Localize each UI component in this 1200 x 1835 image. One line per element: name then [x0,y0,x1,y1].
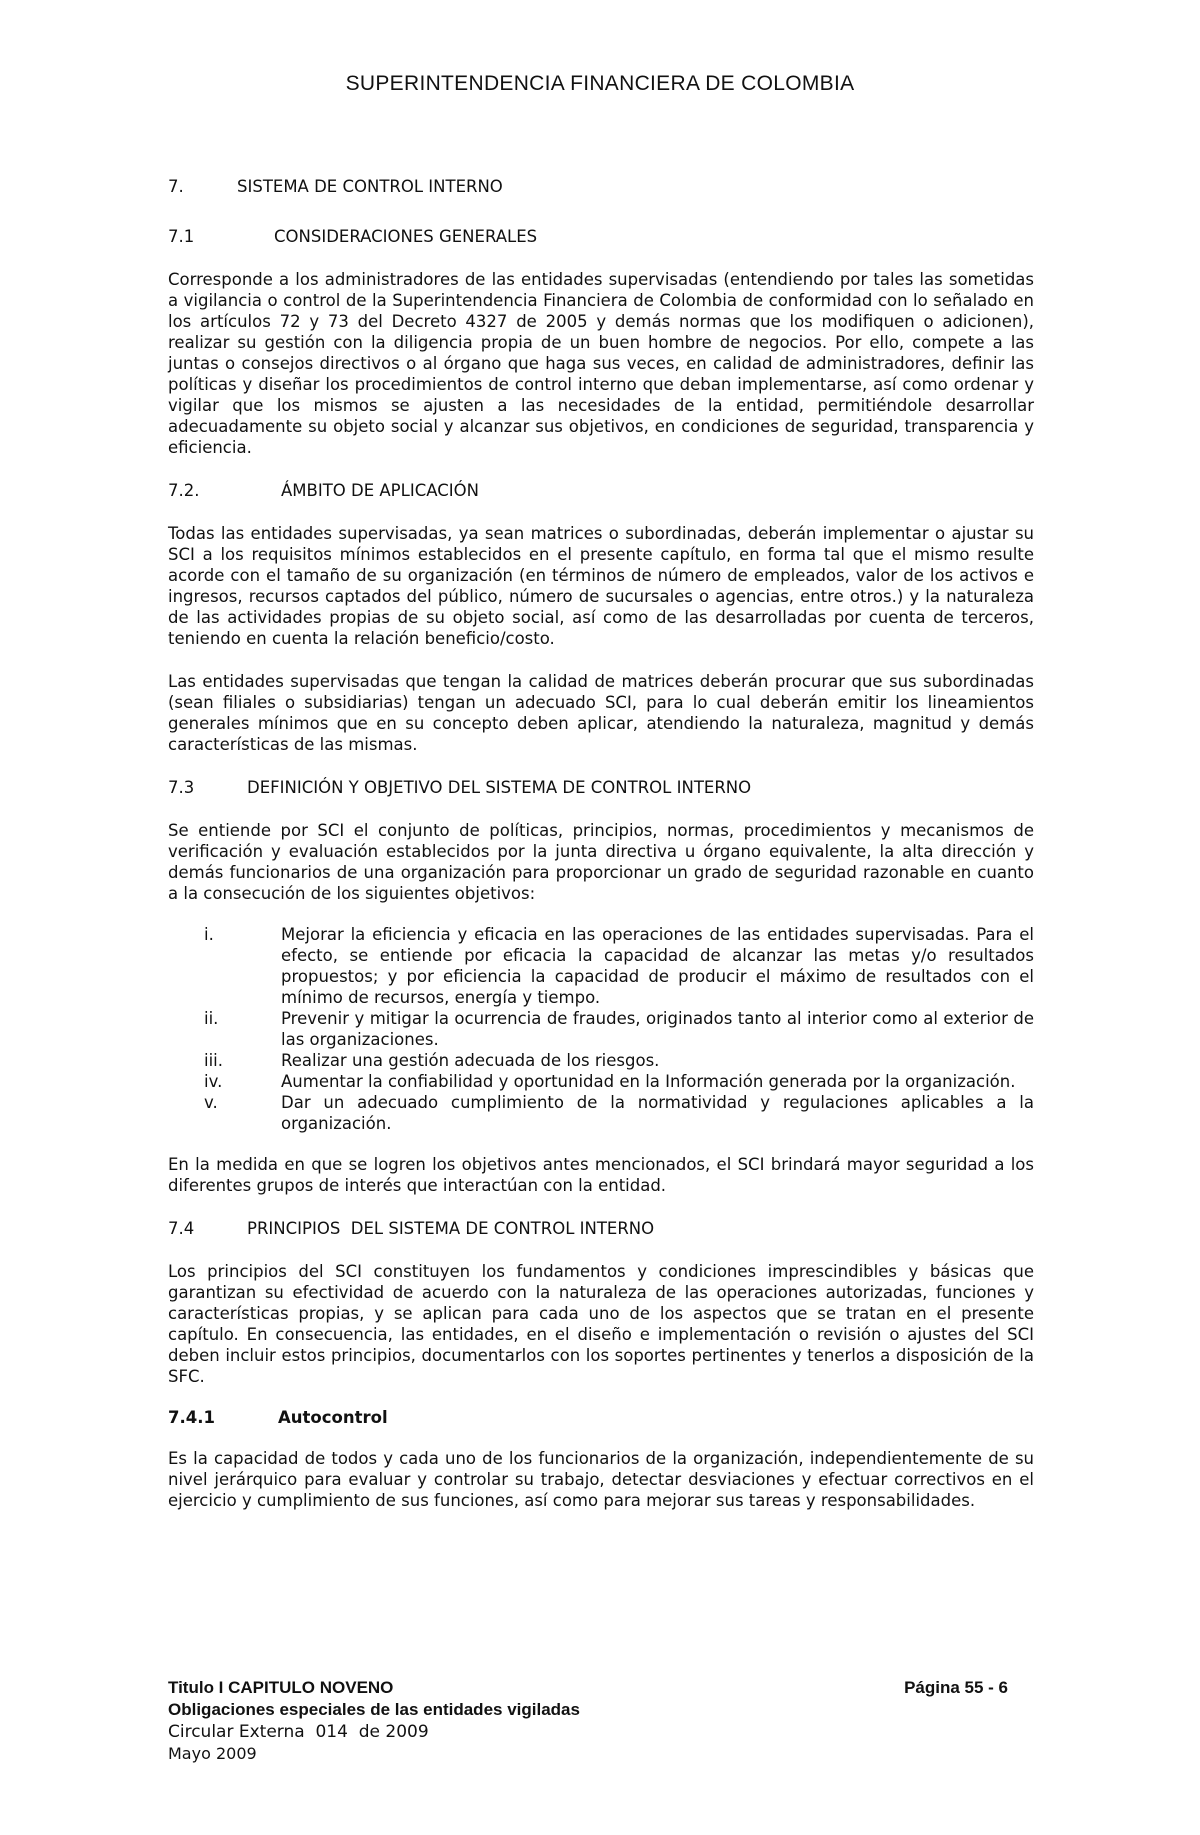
section-title: CONSIDERACIONES GENERALES [274,227,538,246]
list-item-text: Aumentar la confiabilidad y oportunidad en la Información generada por la organización. [281,1072,1016,1091]
page-header: SUPERINTENDENCIA FINANCIERA DE COLOMBIA [345,72,855,95]
section-7-2-heading [168,480,1034,501]
section-title: ÁMBITO DE APLICACIÓN [281,481,479,500]
section-7-4-1-heading [168,1407,1034,1428]
list-item-text: Realizar una gestión adecuada de los riesgos. [281,1051,660,1070]
list-marker: iv. [204,1072,223,1091]
paragraph: Los principios del SCI constituyen los fundamentos y condiciones imprescindibles y básicas que garantizan su efectividad de acuerdo con la naturaleza de las operaciones autorizadas, funciones y características propias, y se aplican para cada uno de los aspectos que se tratan en el presente capítulo. En consecuencia, las entidades, en el diseño e implementación o revisión o ajustes del SCI deben incluir estos principios, documentarlos con los soportes pertinentes y tenerlos a disposición de la SFC. [168,1262,1034,1386]
page-footer [168,1677,1008,1765]
list-item-text: Dar un adecuado cumplimiento de la normatividad y regulaciones aplicables a la organización. [281,1093,1034,1133]
list-item [168,1092,1034,1134]
section-number: 7.4.1 [168,1408,215,1427]
section-title: DEFINICIÓN Y OBJETIVO DEL SISTEMA DE CONTROL INTERNO [247,778,752,797]
list-marker: ii. [204,1009,219,1028]
section-number: 7.3 [168,778,195,797]
footer-line-1 [168,1677,1008,1699]
section-number: 7.4 [168,1219,195,1238]
list-marker: iii. [204,1051,223,1070]
paragraph: Se entiende por SCI el conjunto de políticas, principios, normas, procedimientos y mecanismos de verificación y evaluación establecidos por la junta directiva u órgano equivalente, la alta dirección y demás funcionarios de una organización para proporcionar un grado de seguridad razonable en cuanto a la consecución de los siguientes objetivos: [168,821,1034,903]
paragraph: Corresponde a los administradores de las entidades supervisadas (entendiendo por tales las sometidas a vigilancia o control de la Superintendencia Financiera de Colombia de conformidad con lo señalado en los artículos 72 y 73 del Decreto 4327 de 2005 y demás normas que los modifiquen o adicionen), realizar su gestión con la diligencia propia de un buen hombre de negocios. Por ello, compete a las juntas o consejos directivos o al órgano que haga sus veces, en calidad de administradores, definir las políticas y diseñar los procedimientos de control interno que deban implementarse, así como ordenar y vigilar que los mismos se ajusten a las necesidades de la entidad, permitiéndole desarrollar adecuadamente su objeto social y alcanzar sus objetivos, en condiciones de seguridad, transparencia y eficiencia. [168,270,1034,457]
section-title: PRINCIPIOS DEL SISTEMA DE CONTROL INTERNO [247,1219,655,1238]
section-7-4-heading [168,1218,1034,1239]
list-item [168,1050,1034,1071]
list-marker: i. [204,925,214,944]
list-item [168,1008,1034,1050]
list-item [168,1071,1034,1092]
section-7-heading [168,176,1034,197]
footer-subtitle: Obligaciones especiales de las entidades vigiladas [168,1700,580,1719]
document-body [168,176,1034,1511]
objectives-list [168,924,1034,1134]
list-marker: v. [204,1093,218,1112]
footer-title: Titulo I CAPITULO NOVENO [168,1678,394,1697]
footer-circular: Circular Externa 014 de 2009 [168,1722,429,1742]
section-number: 7.1 [168,227,195,246]
section-7-3-heading [168,777,1034,798]
section-title: Autocontrol [278,1408,388,1427]
paragraph: En la medida en que se logren los objetivos antes mencionados, el SCI brindará mayor seguridad a los diferentes grupos de interés que interactúan con la entidad. [168,1155,1034,1195]
list-item-text: Prevenir y mitigar la ocurrencia de fraudes, originados tanto al interior como al exterior de las organizaciones. [281,1009,1034,1049]
section-title: SISTEMA DE CONTROL INTERNO [237,177,503,196]
section-number: 7.2. [168,481,200,500]
paragraph: Es la capacidad de todos y cada uno de los funcionarios de la organización, independientemente de su nivel jerárquico para evaluar y controlar su trabajo, detectar desviaciones y efectuar correctivos en el ejercicio y cumplimiento de sus funciones, así como para mejorar sus tareas y responsabilidades. [168,1449,1034,1510]
paragraph: Todas las entidades supervisadas, ya sean matrices o subordinadas, deberán implementar o ajustar su SCI a los requisitos mínimos establecidos en el presente capítulo, en forma tal que el mismo resulte acorde con el tamaño de su organización (en términos de número de empleados, valor de los activos e ingresos, recursos captados del público, número de sucursales o agencias, entre otros.) y la naturaleza de las actividades propias de su objeto social, así como de las desarrolladas por cuenta de terceros, teniendo en cuenta la relación beneficio/costo. [168,524,1034,648]
footer-date: Mayo 2009 [168,1744,257,1763]
list-item [168,924,1034,1008]
section-number: 7. [168,177,184,196]
paragraph: Las entidades supervisadas que tengan la calidad de matrices deberán procurar que sus subordinadas (sean filiales o subsidiarias) tengan un adecuado SCI, para lo cual deberán emitir los lineamientos generales mínimos que en su concepto deben aplicar, atendiendo la naturaleza, magnitud y demás características de las mismas. [168,672,1034,754]
list-item-text: Mejorar la eficiencia y eficacia en las operaciones de las entidades supervisadas. Para el efecto, se entiende por eficacia la capacidad de alcanzar las metas y/o resultados propuestos; y por eficiencia la capacidad de producir el máximo de resultados con el mínimo de recursos, energía y tiempo. [281,925,1034,1007]
section-7-1-heading [168,226,1034,247]
footer-page-number: Página 55 - 6 [904,1678,1008,1697]
